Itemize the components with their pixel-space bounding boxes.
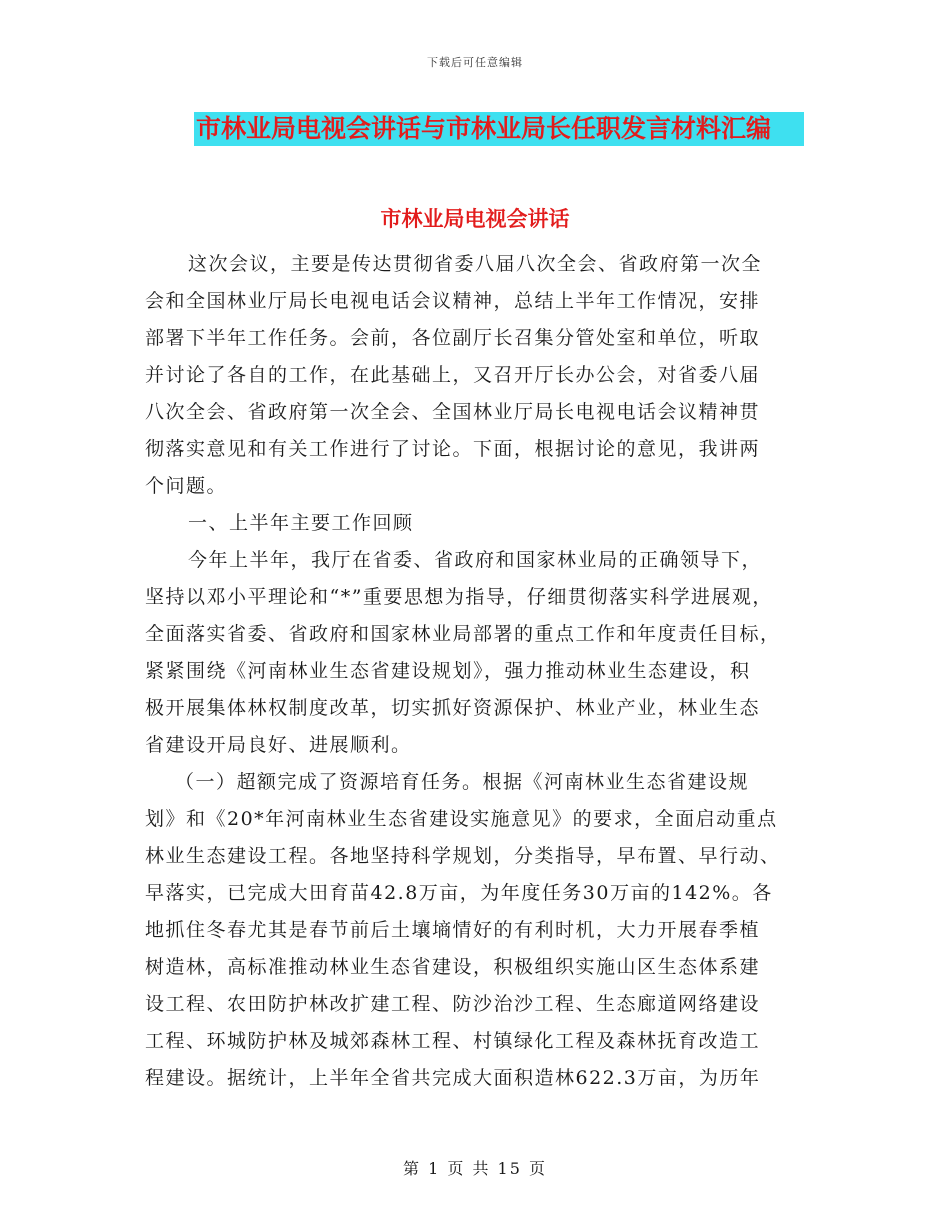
- paragraph-line: 林业生态建设工程。各地坚持科学规划，分类指导，早布置、早行动、: [145, 845, 781, 867]
- body-text: [145, 246, 813, 1097]
- page-footer: 第 1 页 共 15 页: [403, 1159, 547, 1178]
- paragraph-line: 今年上半年，我厅在省委、省政府和国家林业局的正确领导下，: [188, 549, 763, 571]
- section-title: 市林业局电视会讲话: [380, 206, 570, 231]
- document-title: 市林业局电视会讲话与市林业局长任职发言材料汇编: [194, 112, 804, 146]
- paragraph-line: 极开展集体林权制度改革，切实抓好资源保护、林业产业，林业生态: [145, 697, 761, 719]
- paragraph-line: 划》和《20*年河南林业生态省建设实施意见》的要求，全面启动重点: [145, 808, 778, 830]
- paragraph-line: 早落实，已完成大田育苗42.8万亩，为年度任务30万亩的142%。各: [145, 882, 773, 904]
- paragraph-line: 全面落实省委、省政府和国家林业局部署的重点工作和年度责任目标，: [145, 623, 781, 645]
- paragraph-line: 树造林，高标准推动林业生态省建设，积极组织实施山区生态体系建: [145, 956, 761, 978]
- paragraph-line: 并讨论了各自的工作，在此基础上，又召开厅长办公会，对省委八届: [145, 364, 761, 386]
- paragraph-line: 这次会议，主要是传达贯彻省委八届八次全会、省政府第一次全: [188, 253, 763, 275]
- paragraph-line: 地抓住冬春尤其是春节前后土壤墒情好的有利时机，大力开展春季植: [145, 919, 761, 941]
- section-heading-line: 一、上半年主要工作回顾: [188, 512, 414, 534]
- paragraph-line: 紧紧围绕《河南林业生态省建设规划》，强力推动林业生态建设，积: [145, 660, 751, 682]
- paragraph-line: 省建设开局良好、进展顺利。: [145, 734, 412, 756]
- paragraph-line: 个问题。: [145, 475, 228, 497]
- paragraph-line: 八次全会、省政府第一次全会、全国林业厅局长电视电话会议精神贯: [145, 401, 761, 423]
- paragraph-line: 设工程、农田防护林改扩建工程、防沙治沙工程、生态廊道网络建设: [145, 993, 761, 1015]
- paragraph-line: 程建设。据统计，上半年全省共完成大面积造林622.3万亩，为历年: [145, 1067, 761, 1089]
- paragraph-line: 部署下半年工作任务。会前，各位副厅长召集分管处室和单位，听取: [145, 327, 761, 349]
- paragraph-line: 会和全国林业厅局长电视电话会议精神，总结上半年工作情况，安排: [145, 290, 761, 312]
- paragraph-line: 工程、环城防护林及城郊森林工程、村镇绿化工程及森林抚育改造工: [145, 1030, 761, 1052]
- page-header-note: 下载后可任意编辑: [427, 56, 523, 69]
- paragraph-line: 彻落实意见和有关工作进行了讨论。下面，根据讨论的意见，我讲两: [145, 438, 761, 460]
- paragraph-line: 坚持以邓小平理论和“*”重要思想为指导，仔细贯彻落实科学进展观，: [145, 586, 773, 608]
- paragraph-line: （一）超额完成了资源培育任务。根据《河南林业生态省建设规: [175, 771, 750, 793]
